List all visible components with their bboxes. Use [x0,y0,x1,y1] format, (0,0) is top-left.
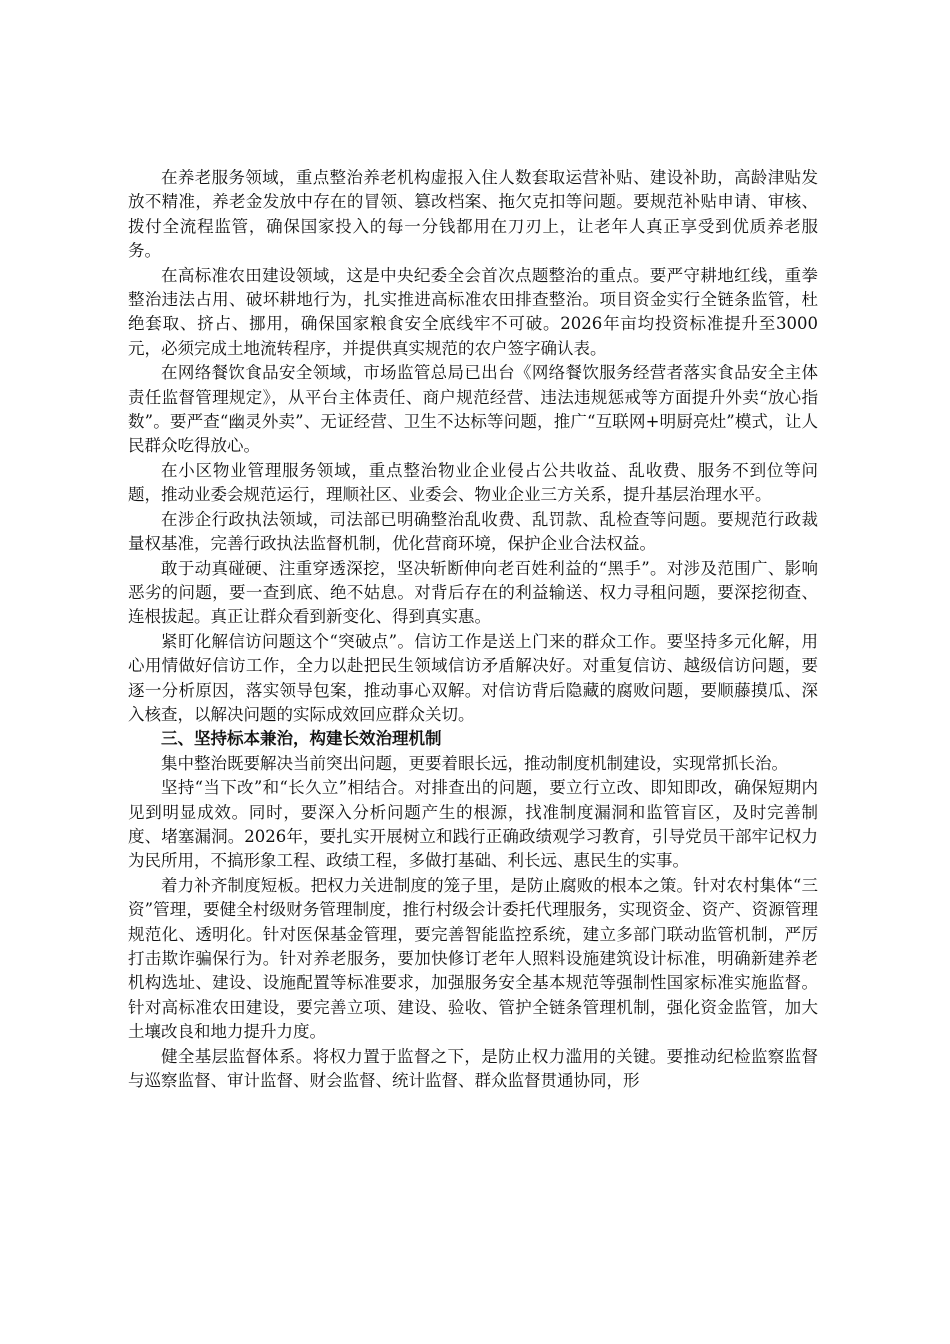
paragraph-elderly-care: 在养老服务领域，重点整治养老机构虚报入住人数套取运营补贴、建设补助，高龄津贴发放不精准，养老金发放中存在的冒领、篡改档案、拖欠克扣等问题。要规范补贴申请、审核、拨付全流程监管，确保国家投入的每一分钱都用在刀刃上，让老年人真正享受到优质养老服务。 [128,168,818,261]
paragraph-petition: 紧盯化解信访问题这个“突破点”。信访工作是送上门来的群众工作。要坚持多元化解，用心用情做好信访工作，全力以赴把民生领域信访矛盾解决好。对重复信访、越级信访问题，要逐一分析原因，落实领导包案，推动事心双解。对信访背后隐藏的腐败问题，要顺藤摸瓜、深入核查，以解决问题的实际成效回应群众关切。 [128,631,818,724]
paragraph-enterprise-law-enforcement: 在涉企行政执法领域，司法部已明确整治乱收费、乱罚款、乱检查等问题。要规范行政裁量权基准，完善行政执法监督机制，优化营商环境，保护企业合法权益。 [128,509,818,554]
paragraph-grassroots-supervision: 健全基层监督体系。将权力置于监督之下，是防止权力滥用的关键。要推动纪检监察监督与巡察监督、审计监督、财会监督、统计监督、群众监督贯通协同，形 [128,1046,818,1091]
paragraph-property-management: 在小区物业管理服务领域，重点整治物业企业侵占公共收益、乱收费、服务不到位等问题，推动业委会规范运行，理顺社区、业委会、物业企业三方关系，提升基层治理水平。 [128,460,818,505]
paragraph-online-food-safety: 在网络餐饮食品安全领域，市场监管总局已出台《网络餐饮服务经营者落实食品安全主体责任监督管理规定》，从平台主体责任、商户规范经营、违法违规惩戒等方面提升外卖“放心指数”。要严查“幽灵外卖”、无证经营、卫生不达标等问题，推广“互联网+明厨亮灶”模式，让人民群众吃得放心。 [128,363,818,456]
paragraph-deep-investigation: 敢于动真碰硬、注重穿透深挖，坚决斩断伸向老百姓利益的“黑手”。对涉及范围广、影响恶劣的问题，要一查到底、绝不姑息。对背后存在的利益输送、权力寻租问题，要深挖彻查、连根拔起。真正让群众看到新变化、得到真实惠。 [128,558,818,627]
paragraph-reform-combination: 坚持“当下改”和“长久立”相结合。对排查出的问题，要立行立改、即知即改，确保短期内见到明显成效。同时，要深入分析问题产生的根源，找准制度漏洞和监管盲区，及时完善制度、堵塞漏洞。2026年，要扎实开展树立和践行正确政绩观学习教育，引导党员干部牢记权力为民所用，不搞形象工程、政绩工程，多做打基础、利长远、惠民生的实事。 [128,778,818,871]
document-page [128,166,818,1093]
paragraph-long-term-intro: 集中整治既要解决当前突出问题，更要着眼长远，推动制度机制建设，实现常抓长治。 [161,753,788,773]
paragraph-institutional-gaps: 着力补齐制度短板。把权力关进制度的笼子里，是防止腐败的根本之策。针对农村集体“三资”管理，要健全村级财务管理制度，推行村级会计委托代理服务，实现资金、资产、资源管理规范化、透明化。针对医保基金管理，要完善智能监控系统，建立多部门联动监管机制，严厉打击欺诈骗保行为。针对养老服务，要加快修订老年人照料设施建筑设计标准，明确新建养老机构选址、建设、设施配置等标准要求，加强服务安全基本规范等强制性国家标准实施监督。针对高标准农田建设，要完善立项、建设、验收、管护全链条管理机制，强化资金监管，加大土壤改良和地力提升力度。 [128,875,818,1042]
section-heading: 三、坚持标本兼治，构建长效治理机制 [161,729,442,749]
paragraph-farmland: 在高标准农田建设领域，这是中央纪委全会首次点题整治的重点。要严守耕地红线，重拳整治违法占用、破坏耕地行为，扎实推进高标准农田排查整治。项目资金实行全链条监管，杜绝套取、挤占、挪用，确保国家粮食安全底线牢不可破。2026年亩均投资标准提升至3000元，必须完成土地流转程序，并提供真实规范的农户签字确认表。 [128,265,818,358]
